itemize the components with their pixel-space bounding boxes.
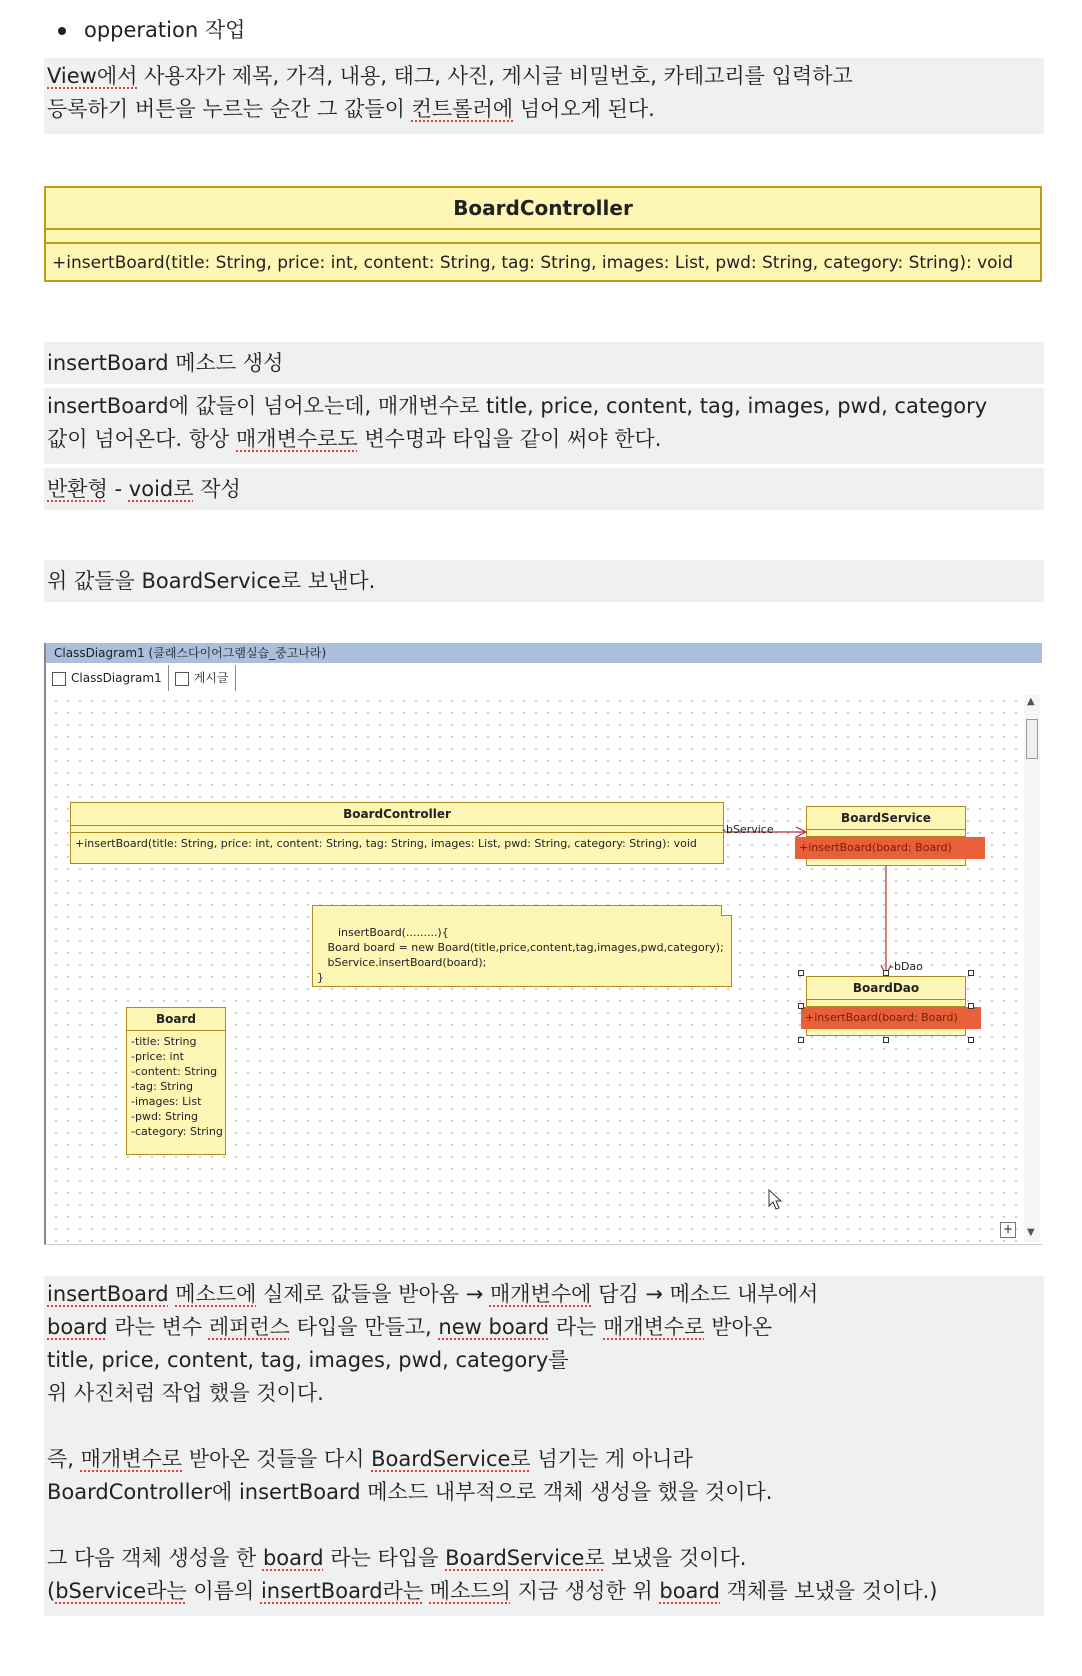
explain-word: board [47,1315,108,1339]
insert-heading-block [44,342,1044,384]
class-name: BoardController [71,803,723,826]
note-text: insertBoard(.........){ Board board = new Board(title,price,content,tag,images,pwd,category); bService.insertBoard(board); } [317,926,724,984]
explain-p2-line-1 [47,1443,1041,1476]
diagram-tab-icon [52,672,66,686]
class-name: BoardDao [807,977,965,1000]
diagram-tab-bar [46,665,1042,691]
explain-word: board [262,1546,324,1570]
uml-operation: +insertBoard(title: String, price: int, content: String, tag: String, images: List, pwd: String, category: String): void [52,253,1014,273]
selection-handle[interactable] [968,970,974,976]
intro-line-1-rest: 사용자가 제목, 가격, 내용, 태그, 사진, 게시글 비밀번호, 카테고리를 입력하고 [137,64,853,88]
zoom-plus-icon[interactable]: + [1000,1222,1016,1238]
explain-text: 타입을 만들고, [289,1315,439,1339]
explanation-block [44,1276,1044,1616]
explain-text: 보냈을 것이다. [604,1546,747,1570]
explain-word: insertBoard라는 [260,1579,424,1603]
code-note [312,905,732,987]
explain-word: 매개변수에 [489,1282,592,1306]
send-line: 위 값들을 BoardService로 보낸다. [47,569,376,593]
class-attribute: -images: List [131,1095,202,1108]
explain-text: 라는 [549,1315,604,1339]
mouse-cursor-icon [768,1189,784,1211]
label-bservice: -bService [722,823,774,836]
bullet-dot [58,27,66,35]
intro-block [44,58,1044,134]
class-board-controller[interactable] [70,802,724,864]
explain-p1-line-1 [47,1278,1041,1311]
intro-view-word: View에서 [47,64,138,88]
explain-text: 즉, [47,1447,81,1471]
explain-text: 담김 → 메소드 내부에서 [591,1282,819,1306]
explain-p2-line-2: BoardController에 insertBoard 메소드 내부적으로 객체 생성을 했을 것이다. [47,1480,773,1504]
diagram-window-title: ClassDiagram1 (클래스다이어그램실습_중고나라) [46,643,1042,663]
diagram-tab-classdiagram1[interactable] [46,665,169,691]
explain-word: 메소드의 [429,1579,511,1603]
class-attribute: -pwd: String [131,1110,198,1123]
class-attribute: -tag: String [131,1080,194,1093]
class-name: BoardService [807,807,965,830]
selection-handle[interactable] [798,1037,804,1043]
class-operation: +insertBoard(title: String, price: int, content: String, tag: String, images: List, pwd: String, category: String): void [75,837,697,850]
explain-text: 지금 생성한 위 [510,1579,660,1603]
diagram-vertical-scrollbar[interactable] [1024,695,1040,1242]
uml-attributes-compartment [46,230,1040,244]
paragraph-gap [47,1410,1041,1443]
explain-text: 라는 변수 [107,1315,209,1339]
intro-line-2-pre: 등록하기 버튼을 누르는 순간 그 값들이 [47,97,412,121]
intro-line-1 [47,60,1041,93]
intro-line-2 [47,93,1041,126]
class-attribute: -content: String [131,1065,218,1078]
explain-word: BoardService로 [445,1546,605,1570]
explain-word: new board [438,1315,550,1339]
explain-word: 레퍼런스 [208,1315,290,1339]
insert-desc-block [44,388,1044,464]
return-type-void: void로 [128,477,194,501]
class-attr-compartment [807,830,965,837]
note-fold-corner [721,905,732,916]
diagram-tab-label: 게시글 [193,671,229,685]
class-diagram-screenshot [44,643,1042,1245]
class-attributes [127,1031,225,1142]
scroll-up-icon[interactable]: ▲ [1027,696,1035,707]
explain-p3-line-2 [47,1575,1041,1608]
insert-heading: insertBoard 메소드 생성 [47,351,284,375]
diagram-tab-post[interactable] [169,665,236,691]
explain-word: 매개변수로 [80,1447,183,1471]
class-board-dao[interactable] [806,976,966,1036]
class-board[interactable] [126,1007,226,1155]
explain-text: 받아온 것들을 다시 [182,1447,372,1471]
send-block [44,560,1044,602]
class-attribute: -category: String [131,1125,223,1138]
bullet-text: opperation 작업 [84,18,246,42]
label-bdao: -bDao [890,960,923,973]
explain-word: board [659,1579,721,1603]
explain-text [423,1579,430,1603]
explain-p1-line-3: title, price, content, tag, images, pwd, category를 [47,1348,569,1372]
insert-desc-line-2-pre: 값이 넘어온다. 항상 [47,427,236,451]
class-board-service[interactable] [799,806,966,866]
class-attr-compartment [71,826,723,833]
class-operation-highlighted: +insertBoard(board: Board) [795,837,985,859]
explain-text: 객체를 보냈을 것이다.) [720,1579,938,1603]
explain-text: 넘기는 게 아니라 [530,1447,693,1471]
explain-word: 메소드에 [175,1282,257,1306]
selection-handle[interactable] [968,1003,974,1009]
scroll-thumb[interactable] [1026,719,1038,759]
class-attribute: -price: int [131,1050,184,1063]
explain-word: 매개변수로 [603,1315,705,1339]
explain-word: BoardService로 [371,1447,531,1471]
paragraph-gap [47,1509,1041,1542]
class-name: Board [127,1008,225,1031]
return-type-post: 작성 [193,477,241,501]
diagram-tab-icon [175,672,189,686]
intro-controller-word: 컨트롤러에 [411,97,514,121]
explain-p1-line-2 [47,1311,1041,1344]
explain-p3-line-1 [47,1542,1041,1575]
selection-handle[interactable] [968,1037,974,1043]
intro-line-2-post: 넘어오게 된다. [513,97,655,121]
selection-handle[interactable] [883,970,889,976]
explain-text: 그 다음 객체 생성을 한 [47,1546,263,1570]
explain-word: bService라는 [55,1579,187,1603]
selection-handle[interactable] [883,1037,889,1043]
explain-text: 이름의 [186,1579,261,1603]
explain-text: 라는 타입을 [323,1546,446,1570]
insert-desc-param-word: 매개변수로도 [236,427,358,451]
selection-handle[interactable] [798,1003,804,1009]
section-bullet [58,14,245,47]
explain-text: ( [47,1579,56,1603]
diagram-tab-label: ClassDiagram1 [71,671,162,685]
class-attribute: -title: String [131,1035,197,1048]
diagram-canvas[interactable] [50,695,1020,1242]
return-type-block [44,468,1044,510]
return-type-dash: - [107,477,129,501]
return-type-word: 반환형 [47,477,108,501]
explain-word: insertBoard [47,1282,169,1306]
class-operation-highlighted: +insertBoard(board: Board) [801,1007,981,1029]
selection-handle[interactable] [798,970,804,976]
uml-class-name: BoardController [46,188,1040,230]
explain-text: 받아온 [704,1315,773,1339]
class-attr-compartment [807,1000,965,1007]
explain-text: 실제로 값들을 받아옴 → [256,1282,490,1306]
insert-desc-line-2 [47,423,1041,456]
scroll-down-icon[interactable]: ▼ [1027,1227,1035,1238]
uml-board-controller [44,186,1042,282]
insert-desc-line-1: insertBoard에 값들이 넘어오는데, 매개변수로 title, price, content, tag, images, pwd, category [47,394,988,418]
explain-p1-line-4: 위 사진처럼 작업 했을 것이다. [47,1381,324,1405]
insert-desc-line-2-post: 변수명과 타입을 같이 써야 한다. [357,427,662,451]
